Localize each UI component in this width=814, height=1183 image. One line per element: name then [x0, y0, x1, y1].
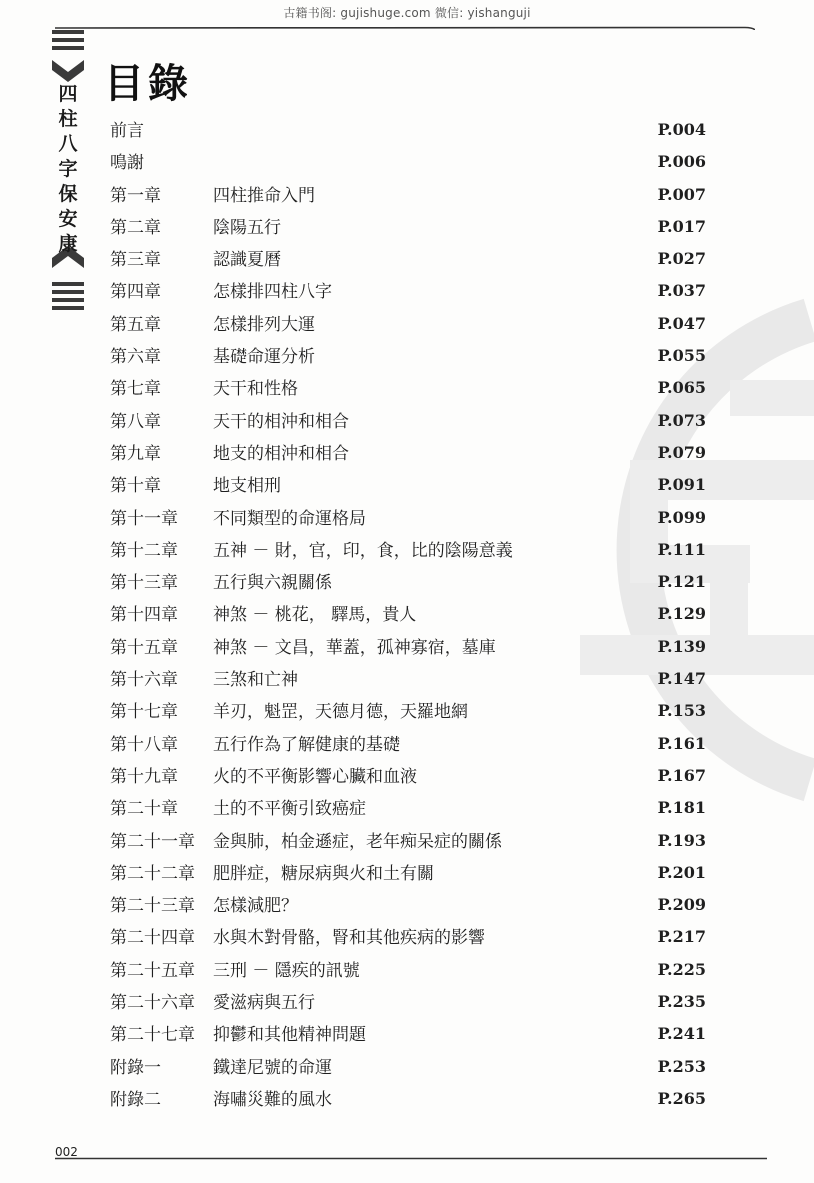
chapter-label: 第十一章	[110, 508, 178, 529]
chapter-label: 第四章	[110, 282, 161, 303]
chapter-title: 基礎命運分析	[213, 347, 315, 368]
toc-entry[interactable]	[110, 699, 720, 731]
toc-entry[interactable]	[110, 376, 720, 408]
page-ref: P.004	[657, 120, 706, 139]
chapter-title: 認識夏曆	[213, 250, 281, 271]
page-ref: P.073	[657, 410, 706, 430]
chapter-label: 第二十四章	[110, 928, 195, 949]
chapter-title: 水與木對骨骼，腎和其他疾病的影響	[213, 928, 485, 949]
chapter-label: 第十二章	[110, 540, 178, 561]
chapter-title: 怎樣排四柱八字	[213, 282, 332, 303]
toc-entry[interactable]	[110, 667, 720, 699]
chapter-title: 地支的相沖和相合	[213, 443, 349, 464]
page-ref: P.253	[657, 1056, 706, 1076]
toc-entry[interactable]	[110, 538, 720, 570]
toc-entry[interactable]	[110, 279, 720, 311]
chapter-label: 第二十六章	[110, 993, 195, 1014]
chapter-label: 第十四章	[110, 605, 178, 626]
toc-entry[interactable]	[110, 1087, 720, 1119]
chapter-title: 土的不平衡引致癌症	[213, 799, 366, 820]
chapter-title: 怎樣排列大運	[213, 314, 315, 335]
toc-entry[interactable]	[110, 150, 720, 182]
toc-entry[interactable]	[110, 796, 720, 828]
chapter-label: 第三章	[110, 250, 161, 271]
chapter-title: 地支相刑	[213, 476, 281, 497]
page-ref: P.161	[657, 733, 706, 753]
toc-entry[interactable]	[110, 829, 720, 861]
page-ref: P.099	[657, 507, 706, 527]
chapter-label: 第一章	[110, 185, 161, 206]
page-ref: P.006	[657, 152, 706, 172]
chapter-label: 第二十一章	[110, 831, 195, 852]
chapter-label: 鳴謝	[110, 153, 144, 174]
toc-entry[interactable]	[110, 409, 720, 441]
page-ref: P.017	[657, 216, 706, 236]
toc-entry[interactable]	[110, 635, 720, 667]
page-ref: P.091	[657, 475, 706, 495]
page-ref: P.047	[657, 313, 706, 333]
chapter-title: 陰陽五行	[213, 217, 281, 238]
chapter-title: 金與肺，柏金遜症，老年痴呆症的關係	[213, 831, 502, 852]
toc-entry[interactable]	[110, 990, 720, 1022]
chapter-title: 五神 － 財，官，印，食，比的陰陽意義	[213, 540, 513, 561]
toc-entry[interactable]	[110, 602, 720, 634]
page-ref: P.147	[657, 669, 706, 689]
chapter-title: 海嘯災難的風水	[213, 1089, 332, 1110]
chapter-title: 火的不平衡影響心臟和血液	[213, 766, 417, 787]
chapter-title: 三刑 － 隱疾的訊號	[213, 960, 360, 981]
page-ref: P.181	[657, 798, 706, 818]
page-ref: P.209	[657, 895, 706, 915]
chapter-label: 第九章	[110, 443, 161, 464]
chapter-title: 愛滋病與五行	[213, 993, 315, 1014]
toc-entry[interactable]	[110, 312, 720, 344]
toc-entry[interactable]	[110, 1022, 720, 1054]
chapter-title: 五行與六親關係	[213, 573, 332, 594]
page-number: 002	[55, 1145, 78, 1159]
chapter-title: 羊刃，魁罡，天德月德，天羅地網	[213, 702, 468, 723]
toc-entry[interactable]	[110, 925, 720, 957]
page-ref: P.201	[657, 862, 706, 882]
toc-entry[interactable]	[110, 247, 720, 279]
page-ref: P.241	[657, 1024, 706, 1044]
chapter-title: 鐵達尼號的命運	[213, 1057, 332, 1078]
chapter-label: 第八章	[110, 411, 161, 432]
chapter-label: 第二十章	[110, 799, 178, 820]
toc-entry[interactable]	[110, 118, 720, 150]
toc-entry[interactable]	[110, 473, 720, 505]
chapter-label: 附錄一	[110, 1057, 161, 1078]
toc-entry[interactable]	[110, 1055, 720, 1087]
chapter-title: 不同類型的命運格局	[213, 508, 366, 529]
chapter-title: 四柱推命入門	[213, 185, 315, 206]
toc-entry[interactable]	[110, 344, 720, 376]
page-ref: P.065	[657, 378, 706, 398]
page-ref: P.121	[657, 572, 706, 592]
page-ref: P.153	[657, 701, 706, 721]
page-ref: P.167	[657, 765, 706, 785]
chapter-label: 第十七章	[110, 702, 178, 723]
chapter-label: 前言	[110, 121, 144, 141]
page-ref: P.111	[657, 539, 706, 559]
page-ref: P.079	[657, 442, 706, 462]
bottom-rule	[55, 1157, 767, 1160]
chapter-label: 第十六章	[110, 670, 178, 691]
chapter-title: 天干和性格	[213, 379, 298, 400]
chapter-label: 第七章	[110, 379, 161, 400]
toc-entry[interactable]	[110, 732, 720, 764]
chapter-label: 第六章	[110, 347, 161, 368]
side-book-title: 四 柱 八 字 保 安 康	[58, 83, 78, 255]
chapter-title: 三煞和亡神	[213, 670, 298, 691]
page-ref: P.217	[657, 927, 706, 947]
chapter-title: 肥胖症，糖尿病與火和土有關	[213, 863, 434, 884]
page-ref: P.129	[657, 604, 706, 624]
toc-entry[interactable]	[110, 764, 720, 796]
chapter-label: 第二十五章	[110, 960, 195, 981]
chapter-label: 第五章	[110, 314, 161, 335]
chapter-title: 五行作為了解健康的基礎	[213, 734, 400, 755]
chapter-title: 神煞 － 文昌，華蓋，孤神寡宿，墓庫	[213, 637, 496, 658]
chapter-title: 怎樣減肥？	[213, 896, 298, 917]
toc-entry[interactable]	[110, 893, 720, 925]
table-of-contents	[110, 118, 720, 1119]
chapter-label: 附錄二	[110, 1089, 161, 1110]
chapter-title: 天干的相沖和相合	[213, 411, 349, 432]
toc-entry[interactable]	[110, 183, 720, 215]
chapter-label: 第二章	[110, 217, 161, 238]
chapter-label: 第十九章	[110, 766, 178, 787]
chapter-label: 第十八章	[110, 734, 178, 755]
top-rule	[55, 26, 755, 30]
page-ref: P.265	[657, 1088, 706, 1108]
chapter-title: 神煞 － 桃花， 驛馬，貴人	[213, 605, 417, 626]
chapter-title: 抑鬱和其他精神問題	[213, 1025, 366, 1046]
page-title: 目錄	[104, 60, 192, 107]
page-ref: P.037	[657, 281, 706, 301]
toc-entry[interactable]	[110, 506, 720, 538]
page-ref: P.027	[657, 249, 706, 269]
watermark-text: 古籍书阁: gujishuge.com 微信: yishanguji	[283, 6, 531, 20]
chapter-label: 第十三章	[110, 573, 178, 594]
chapter-label: 第二十二章	[110, 863, 195, 884]
chapter-label: 第二十七章	[110, 1025, 195, 1046]
page-ref: P.139	[657, 636, 706, 656]
chapter-label: 第十章	[110, 476, 161, 497]
page-ref: P.007	[657, 184, 706, 204]
page-ref: P.225	[657, 959, 706, 979]
toc-entry[interactable]	[110, 958, 720, 990]
toc-entry[interactable]	[110, 215, 720, 247]
toc-entry[interactable]	[110, 570, 720, 602]
chapter-label: 第十五章	[110, 637, 178, 658]
page-ref: P.193	[657, 830, 706, 850]
chapter-label: 第二十三章	[110, 896, 195, 917]
toc-entry[interactable]	[110, 441, 720, 473]
page-ref: P.235	[657, 992, 706, 1012]
toc-entry[interactable]	[110, 861, 720, 893]
page-ref: P.055	[657, 346, 706, 366]
